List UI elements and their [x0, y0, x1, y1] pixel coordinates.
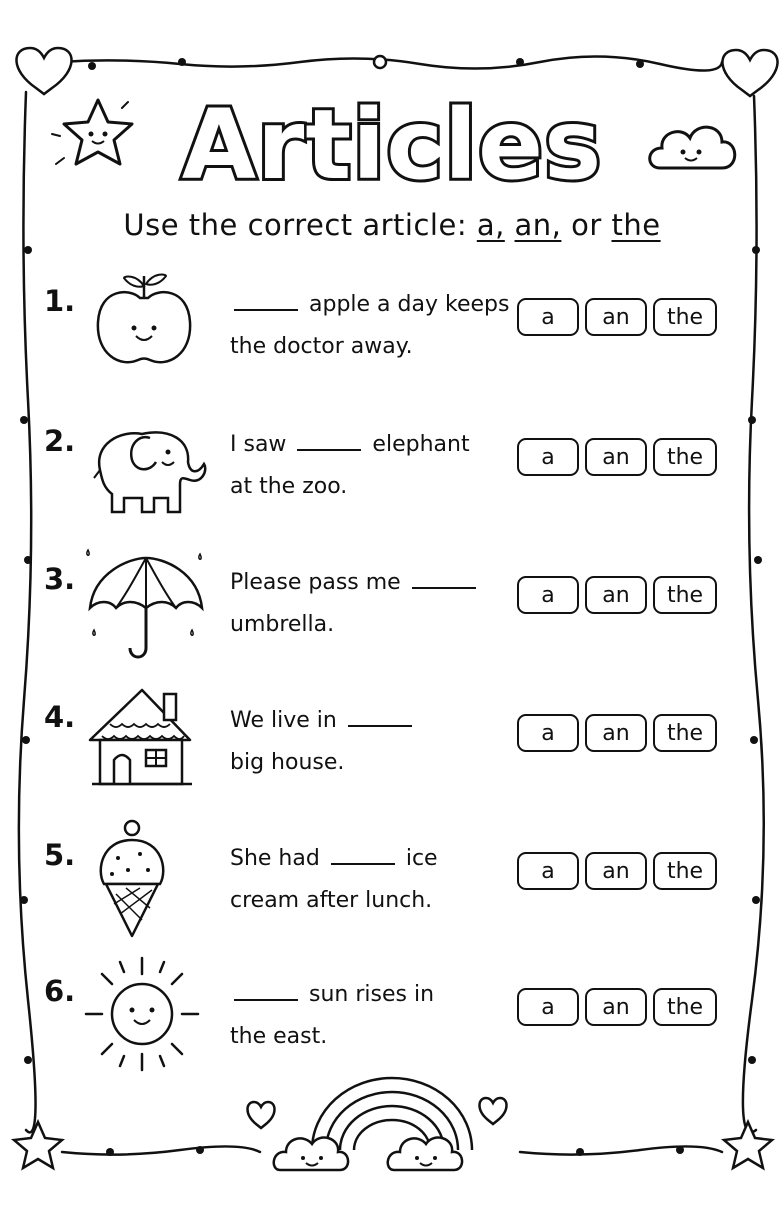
sentence-line-2: the doctor away.: [230, 334, 413, 359]
answer-blank[interactable]: [297, 435, 361, 451]
answer-blank[interactable]: [348, 711, 412, 727]
question-row: [0, 562, 784, 682]
sentence-line-2: big house.: [230, 750, 345, 775]
option-the-button[interactable]: the: [653, 298, 717, 336]
answer-options: [517, 298, 717, 336]
sentence-part: I saw: [230, 432, 287, 457]
question-sentence: [230, 424, 515, 508]
question-number: 3.: [44, 562, 76, 596]
sentence-part: We live in: [230, 708, 337, 733]
answer-blank[interactable]: [234, 985, 298, 1001]
question-sentence: [230, 284, 515, 368]
instruction-text: Use the correct article:: [123, 208, 468, 242]
question-row: [0, 838, 784, 958]
question-number: 1.: [44, 284, 76, 318]
instruction: [0, 208, 784, 242]
cloud-icon: [650, 127, 735, 168]
page-title: Articles: [181, 89, 603, 198]
choice-the: the: [611, 208, 661, 242]
answer-options: [517, 438, 717, 476]
option-the-button[interactable]: the: [653, 576, 717, 614]
option-a-button[interactable]: a: [517, 298, 579, 336]
question-sentence: [230, 974, 515, 1058]
star-icon: [52, 100, 132, 164]
sentence-part: apple a day keeps: [309, 292, 510, 317]
option-an-button[interactable]: an: [585, 852, 647, 890]
option-a-button[interactable]: a: [517, 714, 579, 752]
sentence-part: Please pass me: [230, 570, 401, 595]
answer-options: [517, 988, 717, 1026]
question-sentence: [230, 700, 515, 784]
question-sentence: [230, 562, 515, 646]
option-an-button[interactable]: an: [585, 576, 647, 614]
sentence-part: elephant: [372, 432, 470, 457]
question-row: [0, 284, 784, 404]
answer-options: [517, 576, 717, 614]
option-an-button[interactable]: an: [585, 714, 647, 752]
apple-icon: [80, 264, 210, 394]
question-sentence: [230, 838, 515, 922]
question-row: [0, 974, 784, 1094]
sentence-line-2: at the zoo.: [230, 474, 348, 499]
sentence-part: ice: [405, 846, 438, 871]
answer-blank[interactable]: [412, 573, 476, 589]
sentence-line-2: umbrella.: [230, 612, 335, 637]
question-number: 5.: [44, 838, 76, 872]
umbrella-icon: [80, 542, 210, 672]
choice-a: a,: [476, 208, 505, 242]
option-the-button[interactable]: the: [653, 852, 717, 890]
answer-options: [517, 714, 717, 752]
question-row: [0, 700, 784, 820]
option-an-button[interactable]: an: [585, 988, 647, 1026]
option-the-button[interactable]: the: [653, 988, 717, 1026]
answer-blank[interactable]: [331, 849, 395, 865]
answer-blank[interactable]: [234, 295, 298, 311]
option-an-button[interactable]: an: [585, 298, 647, 336]
title-area: [0, 78, 784, 198]
choice-an: an,: [514, 208, 562, 242]
ice-cream-icon: [80, 818, 210, 948]
option-a-button[interactable]: a: [517, 988, 579, 1026]
sentence-line-2: the east.: [230, 1024, 328, 1049]
option-the-button[interactable]: the: [653, 438, 717, 476]
option-a-button[interactable]: a: [517, 852, 579, 890]
choice-or: or: [571, 208, 602, 242]
sentence-part: She had: [230, 846, 320, 871]
sentence-part: sun rises in: [309, 982, 435, 1007]
option-the-button[interactable]: the: [653, 714, 717, 752]
question-number: 2.: [44, 424, 76, 458]
question-number: 4.: [44, 700, 76, 734]
question-number: 6.: [44, 974, 76, 1008]
question-row: [0, 424, 784, 544]
answer-options: [517, 852, 717, 890]
elephant-icon: [80, 404, 210, 534]
sun-icon: [80, 954, 210, 1084]
option-an-button[interactable]: an: [585, 438, 647, 476]
house-icon: [80, 680, 210, 810]
option-a-button[interactable]: a: [517, 438, 579, 476]
option-a-button[interactable]: a: [517, 576, 579, 614]
sentence-line-2: cream after lunch.: [230, 888, 433, 913]
